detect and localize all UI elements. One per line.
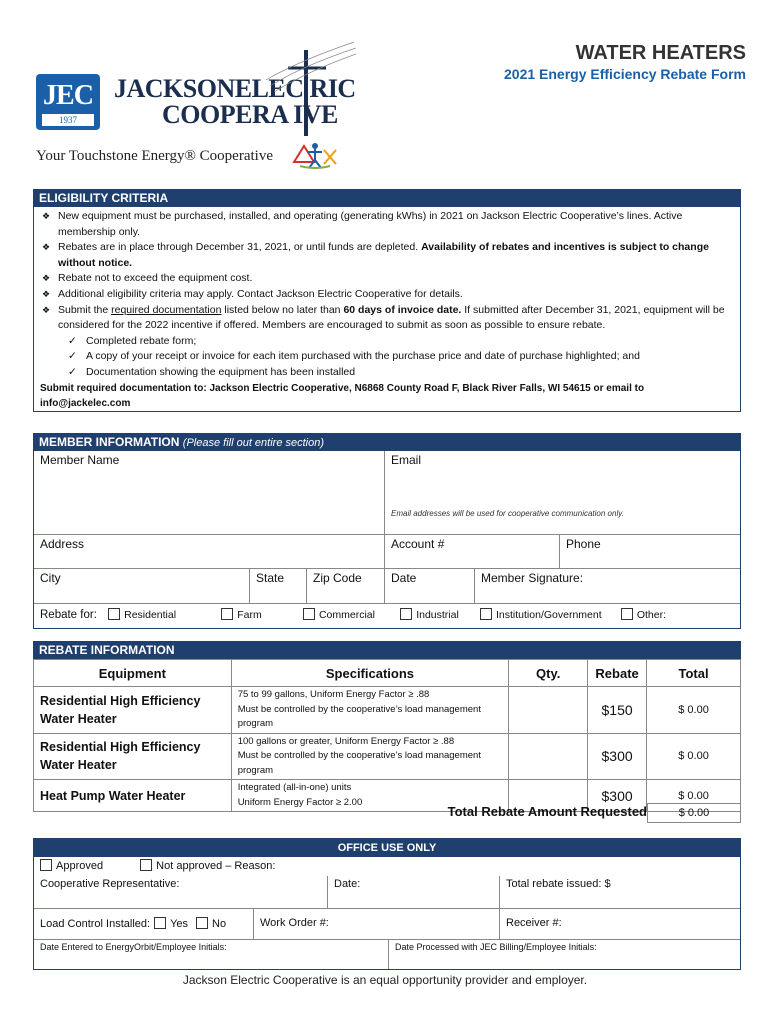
qty-input[interactable] bbox=[509, 687, 588, 734]
coop-name-line1: JACKSONELEC RIC bbox=[114, 74, 356, 103]
submit-instructions: Submit required documentation to: Jackson Electric Cooperative, N6868 County Road F, Black River Falls, WI 54615 or email to info@jackelec.com bbox=[40, 382, 645, 410]
table-header-row bbox=[34, 660, 741, 687]
coop-logo bbox=[36, 70, 356, 140]
member-info-section bbox=[33, 451, 741, 629]
rebate-for-row: Rebate for: Residential Farm Commercial Industrial Institution/Government Other: bbox=[40, 609, 667, 621]
spec-cell: 100 gallons or greater, Uniform Energy Factor ≥ .88 Must be controlled by the cooperative’s load management program bbox=[231, 733, 509, 780]
diamond-bullet-icon: ❖ bbox=[42, 211, 51, 221]
eligibility-section bbox=[33, 207, 741, 412]
total-rebate-value[interactable]: $ 0.00 bbox=[647, 803, 741, 823]
documentation-item: ✓ Completed rebate form; bbox=[40, 334, 734, 350]
total-cell[interactable]: $ 0.00 bbox=[647, 780, 741, 812]
total-cell[interactable]: $ 0.00 bbox=[647, 687, 741, 734]
jec-logo-badge bbox=[36, 74, 100, 130]
member-name-field[interactable]: Member Name bbox=[34, 451, 385, 535]
office-use-heading: OFFICE USE ONLY bbox=[34, 839, 740, 857]
table-row bbox=[34, 733, 741, 780]
eligibility-heading: ELIGIBILITY CRITERIA bbox=[33, 189, 741, 207]
state-field[interactable]: State bbox=[250, 569, 307, 604]
footer-statement: Jackson Electric Cooperative is an equal opportunity provider and employer. bbox=[182, 973, 588, 987]
eligibility-item: ❖ Additional eligibility criteria may apply. Contact Jackson Electric Cooperative for details. bbox=[40, 287, 734, 303]
form-subtitle: 2021 Energy Efficiency Rebate Form bbox=[504, 66, 746, 82]
office-use-section bbox=[33, 838, 741, 970]
rebate-info-heading: REBATE INFORMATION bbox=[33, 641, 741, 659]
member-info-heading: MEMBER INFORMATION (Please fill out entire section) bbox=[33, 433, 741, 451]
diamond-bullet-icon: ❖ bbox=[42, 288, 51, 299]
email-field[interactable]: Email Email addresses will be used for cooperative communication only. bbox=[385, 451, 740, 535]
equipment-cell: Residential High Efficiency Water Heater bbox=[34, 733, 232, 780]
work-order-field[interactable]: Work Order #: bbox=[254, 909, 500, 940]
checkmark-icon: ✓ bbox=[68, 334, 77, 347]
total-rebate-issued-field[interactable]: Total rebate issued: $ bbox=[500, 876, 740, 909]
power-pole-icon bbox=[266, 40, 356, 136]
rebate-cell: $300 bbox=[588, 780, 647, 812]
rebate-table bbox=[33, 659, 741, 812]
eligibility-item: ❖ Rebates are in place through December 31, 2021, or until funds are depleted. Availability of rebates and incentives is subject to change without notice. bbox=[42, 241, 709, 269]
load-control-yes-checkbox[interactable] bbox=[154, 917, 166, 929]
column-header: Total bbox=[647, 660, 741, 687]
date-processed-field[interactable]: Date Processed with JEC Billing/Employee Initials: bbox=[395, 942, 597, 952]
zip-code-field[interactable]: Zip Code bbox=[307, 569, 385, 604]
documentation-item: ✓ A copy of your receipt or invoice for each item purchased with the purchase price and date of purchase highlighted; and bbox=[40, 349, 734, 365]
spec-cell: Integrated (all-in-one) units Uniform Energy Factor ≥ 2.00 bbox=[231, 780, 509, 812]
touchstone-energy-icon bbox=[290, 140, 340, 170]
column-header: Qty. bbox=[509, 660, 588, 687]
commercial-checkbox[interactable] bbox=[303, 608, 315, 620]
receiver-field[interactable]: Receiver #: bbox=[500, 909, 740, 940]
load-control-no-checkbox[interactable] bbox=[196, 917, 208, 929]
diamond-bullet-icon: ❖ bbox=[42, 304, 51, 315]
column-header: Specifications bbox=[231, 660, 509, 687]
table-row bbox=[34, 687, 741, 734]
cooperative-rep-field[interactable]: Cooperative Representative: bbox=[34, 876, 328, 909]
approval-row: Approved Not approved – Reason: bbox=[34, 857, 740, 876]
date-field[interactable]: Date bbox=[385, 569, 475, 604]
rebate-cell: $300 bbox=[588, 733, 647, 780]
total-cell[interactable]: $ 0.00 bbox=[647, 733, 741, 780]
coop-name-line2: COOPERA IVE bbox=[162, 100, 338, 129]
touchstone-tagline: Your Touchstone Energy® Cooperative bbox=[36, 148, 273, 164]
diamond-bullet-icon: ❖ bbox=[42, 242, 51, 253]
equipment-cell: Heat Pump Water Heater bbox=[34, 780, 232, 812]
address-field[interactable]: Address bbox=[34, 535, 385, 569]
email-note: Email addresses will be used for cooperative communication only. bbox=[391, 509, 624, 518]
diamond-bullet-icon: ❖ bbox=[42, 273, 51, 284]
jec-logo-text: JEC bbox=[43, 80, 93, 111]
qty-input[interactable] bbox=[509, 733, 588, 780]
load-control-row: Load Control Installed: Yes No bbox=[34, 909, 254, 940]
institution-government-checkbox[interactable] bbox=[480, 608, 492, 620]
industrial-checkbox[interactable] bbox=[400, 608, 412, 620]
member-signature-field[interactable]: Member Signature: bbox=[475, 569, 740, 604]
column-header: Rebate bbox=[588, 660, 647, 687]
approved-checkbox[interactable] bbox=[40, 859, 52, 871]
eligibility-item: ❖ New equipment must be purchased, installed, and operating (generating kWhs) in 2021 on Jackson Electric Cooperative’s lines. Active membership only. bbox=[42, 210, 683, 238]
spec-cell: 75 to 99 gallons, Uniform Energy Factor ≥ .88 Must be controlled by the cooperative’s load management program bbox=[231, 687, 509, 734]
rebate-cell: $150 bbox=[588, 687, 647, 734]
total-rebate-row bbox=[33, 803, 741, 823]
eligibility-item: ❖ Rebate not to exceed the equipment cost. bbox=[40, 271, 734, 287]
documentation-item: ✓ Documentation showing the equipment has been installed bbox=[40, 365, 734, 381]
jec-logo-year: 1937 bbox=[42, 114, 94, 126]
equipment-cell: Residential High Efficiency Water Heater bbox=[34, 687, 232, 734]
office-date-field[interactable]: Date: bbox=[328, 876, 500, 909]
total-rebate-label: Total Rebate Amount Requested bbox=[447, 804, 647, 819]
city-field[interactable]: City bbox=[34, 569, 250, 604]
column-header: Equipment bbox=[34, 660, 232, 687]
phone-field[interactable]: Phone bbox=[560, 535, 740, 569]
eligibility-item: ❖ Submit the required documentation listed below no later than 60 days of invoice date. If submitted after December 31, 2021, equipment will be considered for the 2022 incentive if offered. Members are encouraged to submit as soon as possible to ensure rebate. bbox=[42, 303, 725, 332]
checkmark-icon: ✓ bbox=[68, 350, 77, 363]
account-number-field[interactable]: Account # bbox=[385, 535, 560, 569]
residential-checkbox[interactable] bbox=[108, 608, 120, 620]
form-title: WATER HEATERS bbox=[575, 42, 746, 64]
farm-checkbox[interactable] bbox=[221, 608, 233, 620]
date-entered-field[interactable]: Date Entered to EnergyOrbit/Employee Initials: bbox=[34, 940, 389, 969]
checkmark-icon: ✓ bbox=[68, 365, 77, 378]
other-checkbox[interactable] bbox=[621, 608, 633, 620]
not-approved-checkbox[interactable] bbox=[140, 859, 152, 871]
